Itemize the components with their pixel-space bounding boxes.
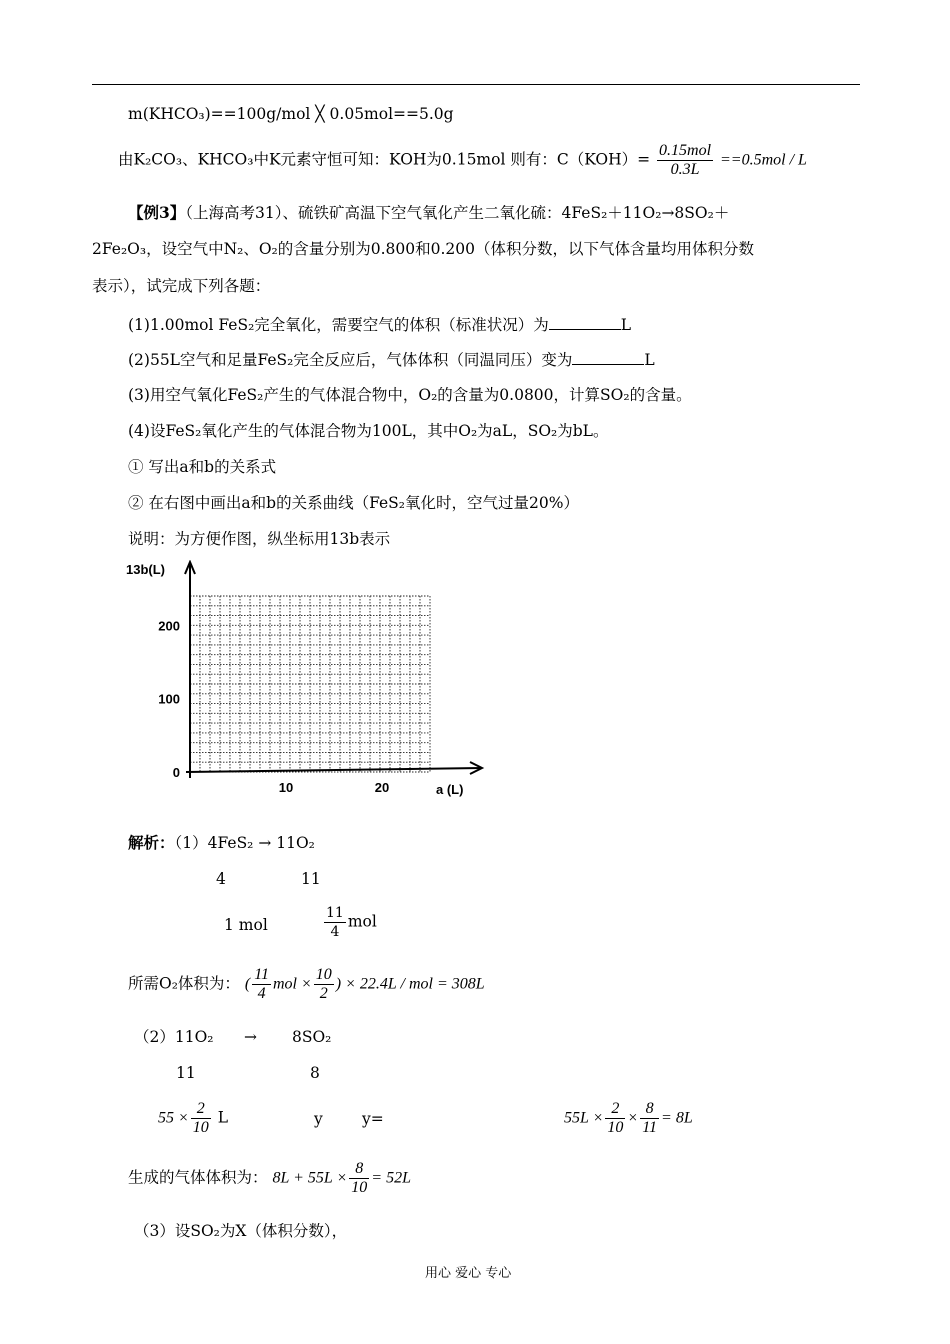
air-o2-volume: 55 × $\frac{2}{10}$ L: [158, 1100, 229, 1136]
coef-11: 11: [301, 870, 321, 888]
o2-volume-line: 所需O₂体积为： ( $\frac{11}{4}$ mol × $\frac{10}{2}$ ) × 22.4L / mol = 308L: [128, 966, 485, 1002]
koh-fraction: $\frac{\text{0.15mol}}{0.3L}$: [659, 142, 712, 178]
example-intro-l3: 表示），试完成下列各题：: [92, 277, 271, 295]
coef-11-b: 11: [176, 1064, 196, 1082]
question-2: (2)55L空气和足量FeS₂完全反应后，气体体积（同温同压）变为 L: [128, 348, 655, 371]
header-rule: [92, 84, 860, 85]
coef-8: 8: [310, 1064, 320, 1082]
example-intro-l1: 【例3】（上海高考31）、硫铁矿高温下空气氧化产生二氧化硫：4FeS₂＋11O₂→8SO₂＋: [128, 203, 730, 222]
chart-axes: [185, 562, 482, 778]
koh-text: 由K₂CO₃、KHCO₃中K元素守恒可知：KOH为0.15mol 则有：C（KOH）=: [118, 150, 651, 169]
page-footer: 用心 爱心 专心: [425, 1266, 512, 1281]
x-tick-label: 10: [278, 780, 294, 795]
solution-2-eq-a: （2）11O₂: [134, 1028, 214, 1046]
x-tick-label: 20: [374, 780, 390, 795]
answer-blank-1[interactable]: [549, 313, 621, 330]
gas-volume-line: 生成的气体体积为： 8L + 55L × $\frac{8}{10}$ = 52L: [128, 1160, 411, 1196]
eleven-quarter-mol: $\frac{11}{4}$ mol: [326, 905, 377, 940]
answer-blank-2[interactable]: [572, 348, 644, 365]
y-axis-label: 13b(L): [126, 562, 165, 577]
solution-2-arrow: →: [244, 1028, 257, 1046]
solution-label: 解析：: [128, 833, 175, 852]
x-axis-label: a (L): [436, 782, 464, 797]
chart-labels: [126, 562, 463, 797]
koh-concentration-line: [118, 142, 807, 179]
koh-result: ==0.5mol / L: [719, 151, 807, 169]
question-3: (3)用空气氧化FeS₂产生的气体混合物中，O₂的含量为0.0800，计算SO₂的含量。: [128, 386, 692, 404]
solution-line-1: 解析：（1）4FeS₂ → 11O₂: [128, 833, 315, 852]
ab-relation-chart: [120, 560, 500, 805]
y-symbol: y: [314, 1110, 323, 1128]
example-intro-l2: 2Fe₂O₃，设空气中N₂、O₂的含量分别为0.800和0.200（体积分数，以下气体含量均用体积分数: [92, 240, 755, 258]
so2-volume-calc: 55L × $\frac{2}{10}$ × $\frac{8}{11}$ = 8L: [564, 1100, 693, 1136]
example-label: 【例3】: [128, 203, 186, 222]
coef-4: 4: [216, 870, 226, 888]
solution-3: （3）设SO₂为X（体积分数），: [134, 1222, 348, 1240]
question-4-part-1: ① 写出a和b的关系式: [128, 458, 277, 476]
one-mol: 1 mol: [224, 916, 268, 934]
question-4-part-2: ② 在右图中画出a和b的关系曲线（FeS₂氧化时，空气过量20%）: [128, 494, 579, 512]
note-line: 说明：为方便作图，纵坐标用13b表示: [128, 530, 391, 548]
y-tick-label: 0: [172, 765, 180, 780]
mass-khco3-line: m(KHCO₃)==100g/mol ╳ 0.05mol==5.0g: [128, 105, 454, 123]
y-equals: y=: [362, 1110, 384, 1128]
y-tick-label: 100: [158, 691, 180, 707]
question-1: (1)1.00mol FeS₂完全氧化，需要空气的体积（标准状况）为 L: [128, 313, 631, 336]
question-4: (4)设FeS₂氧化产生的气体混合物为100L，其中O₂为aL，SO₂为bL。: [128, 422, 609, 440]
solution-2-eq-b: 8SO₂: [292, 1028, 332, 1046]
y-tick-label: 200: [158, 618, 180, 634]
chart-grid: [190, 596, 430, 772]
